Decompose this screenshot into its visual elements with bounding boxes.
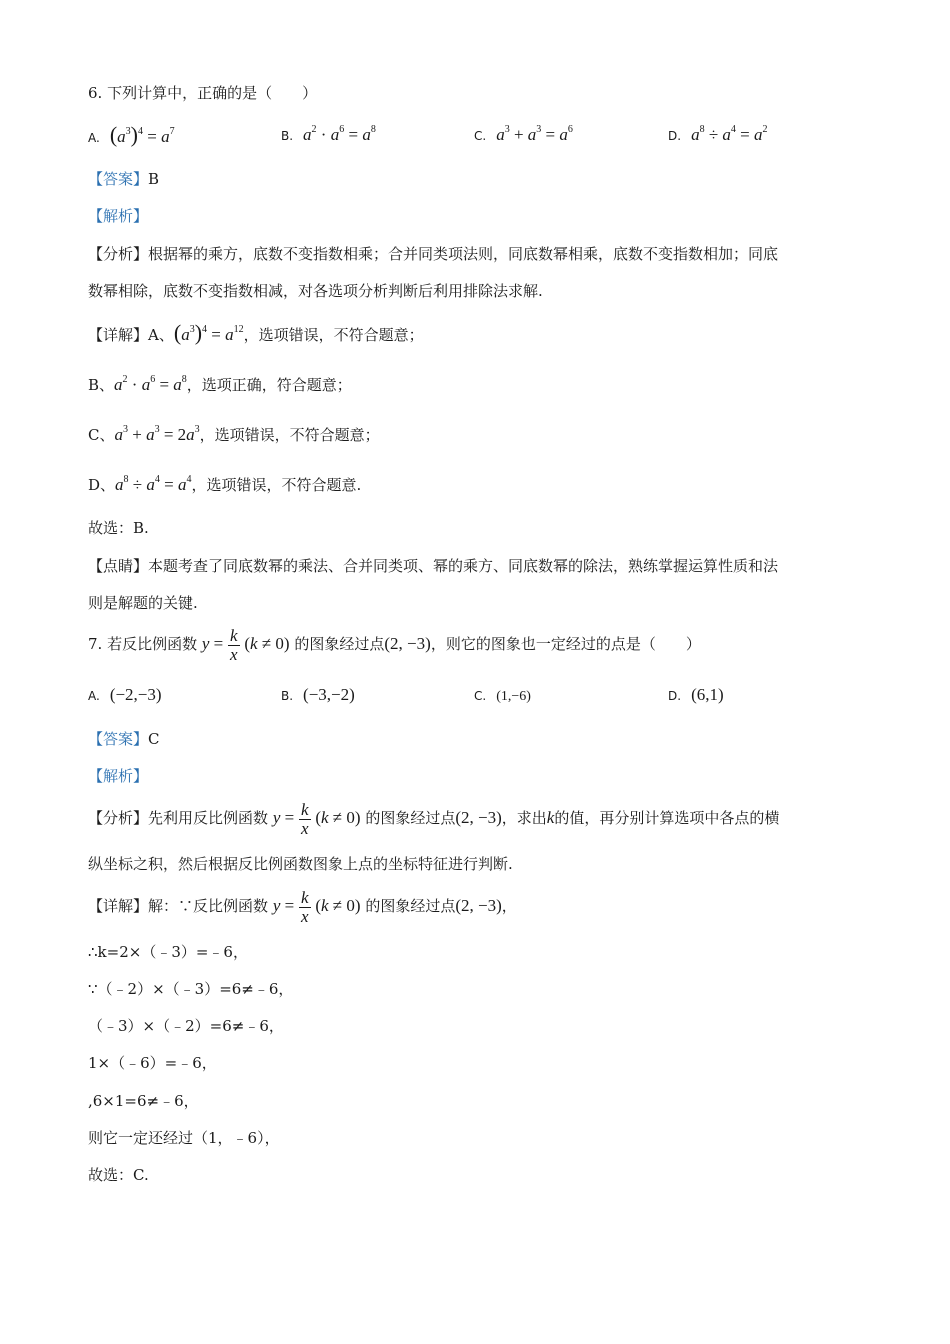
q6-option-b: B. $a^2 \cdot a^6 = a^8$ <box>281 124 376 144</box>
q6-detail-a: 【详解】A、$(a^3)^4 = a^{12}$，选项错误，不符合题意； <box>88 320 424 345</box>
q6-conclusion: 故选：B. <box>88 519 149 537</box>
q7-option-c: C. (1,−6) <box>474 689 531 704</box>
q6-dianjing-line1: 【点睛】本题考查了同底数幂的乘法、合并同类项、幂的乘方、同底数幂的除法，熟练掌握运算性质和法 <box>88 557 779 575</box>
q6-option-a: A. $(a^3)^4 = a^7$ <box>88 122 175 147</box>
q7-fenxi-line1: 【分析】先利用反比例函数 y = $\frac{k}{x}$ (k ≠ 0) 的图象经过点(2, −3)，求出k的值，再分别计算选项中各点的横 <box>88 799 780 838</box>
q6-fenxi-line2: 数幂相除，底数不变指数相减，对各选项分析判断后利用排除法求解. <box>88 282 543 300</box>
q7-answer: 【答案】C <box>88 730 160 748</box>
q6-stem: 6. 下列计算中，正确的是（ ） <box>88 84 318 102</box>
q6-detail-d: D、$a^8 \div a^4 = a^4$，选项错误，不符合题意. <box>88 474 362 494</box>
q6-option-d: D. $a^8 \div a^4 = a^2$ <box>668 124 768 144</box>
q7-step-2: ∵（﹣2）×（﹣3）=6≠﹣6， <box>88 980 294 998</box>
q6-analysis-tag: 【解析】 <box>88 207 149 225</box>
q7-step-4: 1×（﹣6）=﹣6， <box>88 1054 217 1072</box>
q6-answer: 【答案】B <box>88 170 160 188</box>
q6-fenxi-line1: 【分析】根据幂的乘方，底数不变指数相乘；合并同类项法则，同底数幂相乘，底数不变指数相加；同底 <box>88 245 779 263</box>
q7-step-1: ∴k=2×（﹣3）=﹣6， <box>88 943 248 961</box>
q7-step-3: （﹣3）×（﹣2）=6≠﹣6， <box>88 1017 284 1035</box>
q7-conclusion: 故选：C. <box>88 1166 149 1184</box>
q7-option-a: A. (−2,−3) <box>88 685 162 704</box>
q6-option-c: C. $a^3 + a^3 = a^6$ <box>474 124 573 144</box>
q6-detail-c: C、$a^3 + a^3 = 2a^3$，选项错误，不符合题意； <box>88 424 380 444</box>
q7-step-5: ,6×1=6≠﹣6， <box>88 1092 199 1110</box>
q7-step-6: 则它一定还经过（1，﹣6）， <box>88 1129 280 1147</box>
q7-stem: 7. 若反比例函数 y = $\frac{k}{x}$ (k ≠ 0) 的图象经过点(2, −3)，则它的图象也一定经过的点是（ ） <box>88 625 701 664</box>
q6-dianjing-line2: 则是解题的关键. <box>88 594 198 612</box>
q7-analysis-tag: 【解析】 <box>88 767 149 785</box>
q6-detail-b: B、$a^2 \cdot a^6 = a^8$，选项正确，符合题意； <box>88 374 352 394</box>
q7-fenxi-line2: 纵坐标之积，然后根据反比例函数图象上点的坐标特征进行判断. <box>88 855 513 873</box>
q7-option-d: D. (6,1) <box>668 685 724 704</box>
q7-option-b: B. (−3,−2) <box>281 685 355 704</box>
q7-detail-line1: 【详解】解：∵反比例函数 y = $\frac{k}{x}$ (k ≠ 0) 的图象经过点(2, −3)， <box>88 887 517 926</box>
